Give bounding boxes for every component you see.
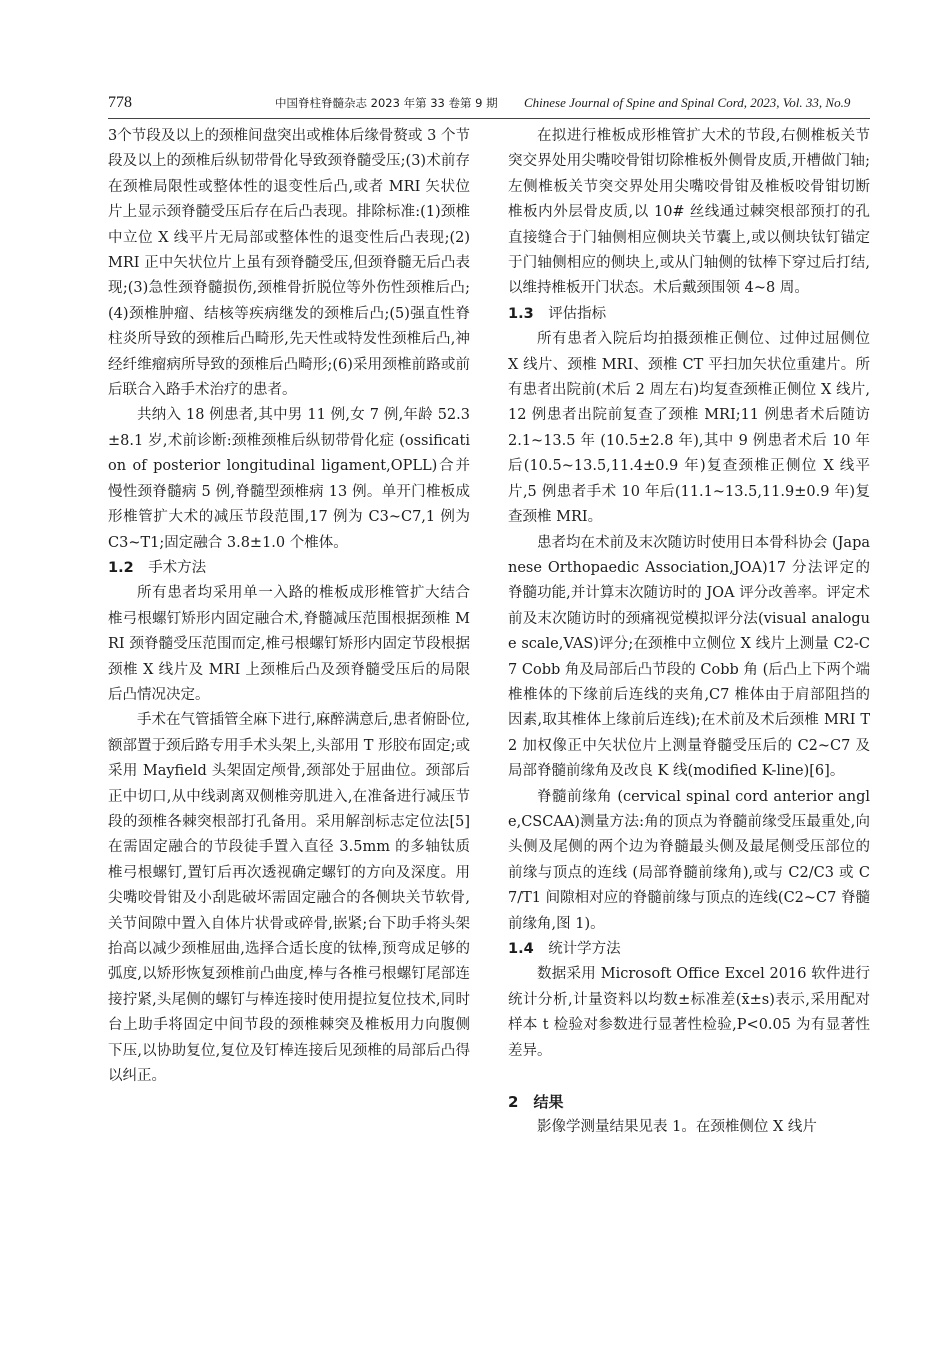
inclusion-criteria-paragraph: 3个节段及以上的颈椎间盘突出或椎体后缘骨赘或 3 个节段及以上的颈椎后纵韧带骨化导致颈脊髓受压;(3)术前存在颈椎局限性或整体性的退变性后凸,或者 MRI 矢状位片上显示颈脊髓受压后存在后凸表现。排除标准:(1)颈椎中立位 X 线平片无局部或整体性的退变性后凸表现;(2)MRI 正中矢状位片上虽有颈脊髓受压,但颈脊髓无后凸表现;(3)急性颈脊髓损伤,颈椎骨折脱位等外伤性颈椎后凸;(4)颈椎肿瘤、结核等疾病继发的颈椎后凸;(5)强直性脊柱炎所导致的颈椎后凸畸形,先天性或特发性颈椎后凸,神经纤维瘤病所导致的颈椎后凸畸形;(6)采用颈椎前路或前后联合入路手术治疗的患者。 <box>108 128 470 399</box>
section-heading-1-2 <box>108 556 470 581</box>
imaging-paragraph: 所有患者入院后均拍摄颈椎正侧位、过伸过屈侧位 X 线片、颈椎 MRI、颈椎 CT 平扫加矢状位重建片。所有患者出院前(术后 2 周左右)均复查颈椎正侧位 X 线片,12 例患者出院前复查了颈椎 MRI;11 例患者术后随访 2.1~13.5 年 (10.5±2.8 年),其中 9 例患者术后 10 年后(10.5~13.5,11.4±0.9 年)复查颈椎正侧位 X 线平片,5 例患者手术 10 年后(11.1~13.5,11.9±0.9 年)复查颈椎 MRI。 <box>508 331 870 526</box>
section-heading-1-4 <box>508 937 870 962</box>
header-rule <box>108 118 870 119</box>
statistics-paragraph: 数据采用 Microsoft Office Excel 2016 软件进行统计分析,计量资料以均数±标准差(x̄±s)表示,采用配对样本 t 检验对参数进行显著性检验,P<0.05 为有显著性差异。 <box>508 966 870 1059</box>
surgery-overview-paragraph: 所有患者均采用单一入路的椎板成形椎管扩大结合椎弓根螺钉矫形内固定融合术,脊髓减压范围根据颈椎 MRI 颈脊髓受压范围而定,椎弓根螺钉矫形内固定节段根据颈椎 X 线片及 MRI 上颈椎后凸及颈脊髓受压后的局限后凸情况决定。 <box>108 585 470 703</box>
section-title: 评估指标 <box>548 305 607 322</box>
left-column <box>108 124 470 1089</box>
results-paragraph: 影像学测量结果见表 1。在颈椎侧位 X 线片 <box>537 1119 817 1136</box>
scoring-paragraph: 患者均在术前及末次随访时使用日本骨科协会 (Japanese Orthopaedic Association,JOA)17 分法评定的脊髓功能,并计算末次随访时的 JOA 评分改善率。评定术前及末次随访时的颈痛视觉模拟评分法(visual analogue scale,VAS)评分;在颈椎中立侧位 X 线片上测量 C2-C7 Cobb 角及局部后凸节段的 Cobb 角 (后凸上下两个端椎椎体的下缘前后连线的夹角,C7 椎体由于肩部阻挡的因素,取其椎体上缘前后连线);在术前及术后颈椎 MRI T2 加权像正中矢状位片上测量脊髓受压后的 C2~C7 及局部脊髓前缘角及改良 K 线(modified K-line)[6]。 <box>508 534 870 780</box>
laminoplasty-paragraph: 在拟进行椎板成形椎管扩大术的节段,右侧椎板关节突交界处用尖嘴咬骨钳切除椎板外侧骨皮质,开槽做门轴;左侧椎板关节突交界处用尖嘴咬骨钳及椎板咬骨钳切断椎板内外层骨皮质,以 10# 丝线通过棘突根部预打的孔直接缝合于门轴侧相应侧块关节囊上,或以侧块钛钉锚定于门轴侧相应的侧块上,或从门轴侧的钛棒下穿过后打结,以维持椎板开门状态。术后戴颈围领 4~8 周。 <box>508 128 870 297</box>
section-heading-2 <box>508 1090 870 1115</box>
section-title: 结果 <box>533 1093 564 1112</box>
section-number: 1.2 <box>108 559 134 576</box>
right-column <box>508 124 870 1141</box>
section-number: 1.4 <box>508 941 534 957</box>
cscaa-paragraph: 脊髓前缘角 (cervical spinal cord anterior angle,CSCAA)测量方法:角的顶点为脊髓前缘受压最重处,向头侧及尾侧的两个边为脊髓最头侧及最尾侧受压部位的前缘与顶点的连线 (局部脊髓前缘角),或与 C2/C3 或 C7/T1 间隙相对应的脊髓前缘与顶点的连线(C2~C7 脊髓前缘角,图 1)。 <box>508 788 870 932</box>
patient-summary-paragraph: 共纳入 18 例患者,其中男 11 例,女 7 例,年龄 52.3±8.1 岁,术前诊断:颈椎颈椎后纵韧带骨化症 (ossification of posterior longitudinal ligament,OPLL)合并慢性颈脊髓病 5 例,脊髓型颈椎病 13 例。单开门椎板成形椎管扩大术的减压节段范围,17 例为 C3~C7,1 例为 C3~T1;固定融合 3.8±1.0 个椎体。 <box>108 407 470 551</box>
section-title: 统计学方法 <box>548 941 621 957</box>
journal-title-cn: 中国脊柱脊髓杂志 2023 年第 33 卷第 9 期 <box>275 96 498 110</box>
surgery-procedure-paragraph: 手术在气管插管全麻下进行,麻醉满意后,患者俯卧位,额部置于颈后路专用手术头架上,头部用 T 形胶布固定;或采用 Mayfield 头架固定颅骨,颈部处于屈曲位。颈部后正中切口,从中线剥离双侧椎旁肌进入,在准备进行减压节段的颈椎各棘突根部打孔备用。采用解剖标志定位法[5]在需固定融合的节段徒手置入直径 3.5mm 的多轴钛质椎弓根螺钉,置钉后再次透视确定螺钉的方向及深度。用尖嘴咬骨钳及小刮匙破坏需固定融合的各侧块关节软骨,关节间隙中置入自体片状骨或碎骨,嵌紧;台下助手将头架抬高以减少颈椎屈曲,选择合适长度的钛棒,预弯成足够的弧度,以矫形恢复颈椎前凸曲度,棒与各椎弓根螺钉尾部连接拧紧,头尾侧的螺钉与棒连接时使用提拉复位技术,同时台上助手将固定中间节段的颈椎棘突及椎板用力向腹侧下压,以协助复位,复位及钉棒连接后见颈椎的局部后凸得以纠正。 <box>108 712 470 1085</box>
section-number: 1.3 <box>508 305 534 322</box>
section-title: 手术方法 <box>148 559 207 576</box>
page-number: 778 <box>108 94 132 111</box>
section-heading-1-3 <box>508 302 870 327</box>
journal-title-en: Chinese Journal of Spine and Spinal Cord, 2023, Vol. 33, No.9 <box>524 95 851 110</box>
section-number: 2 <box>508 1093 519 1112</box>
